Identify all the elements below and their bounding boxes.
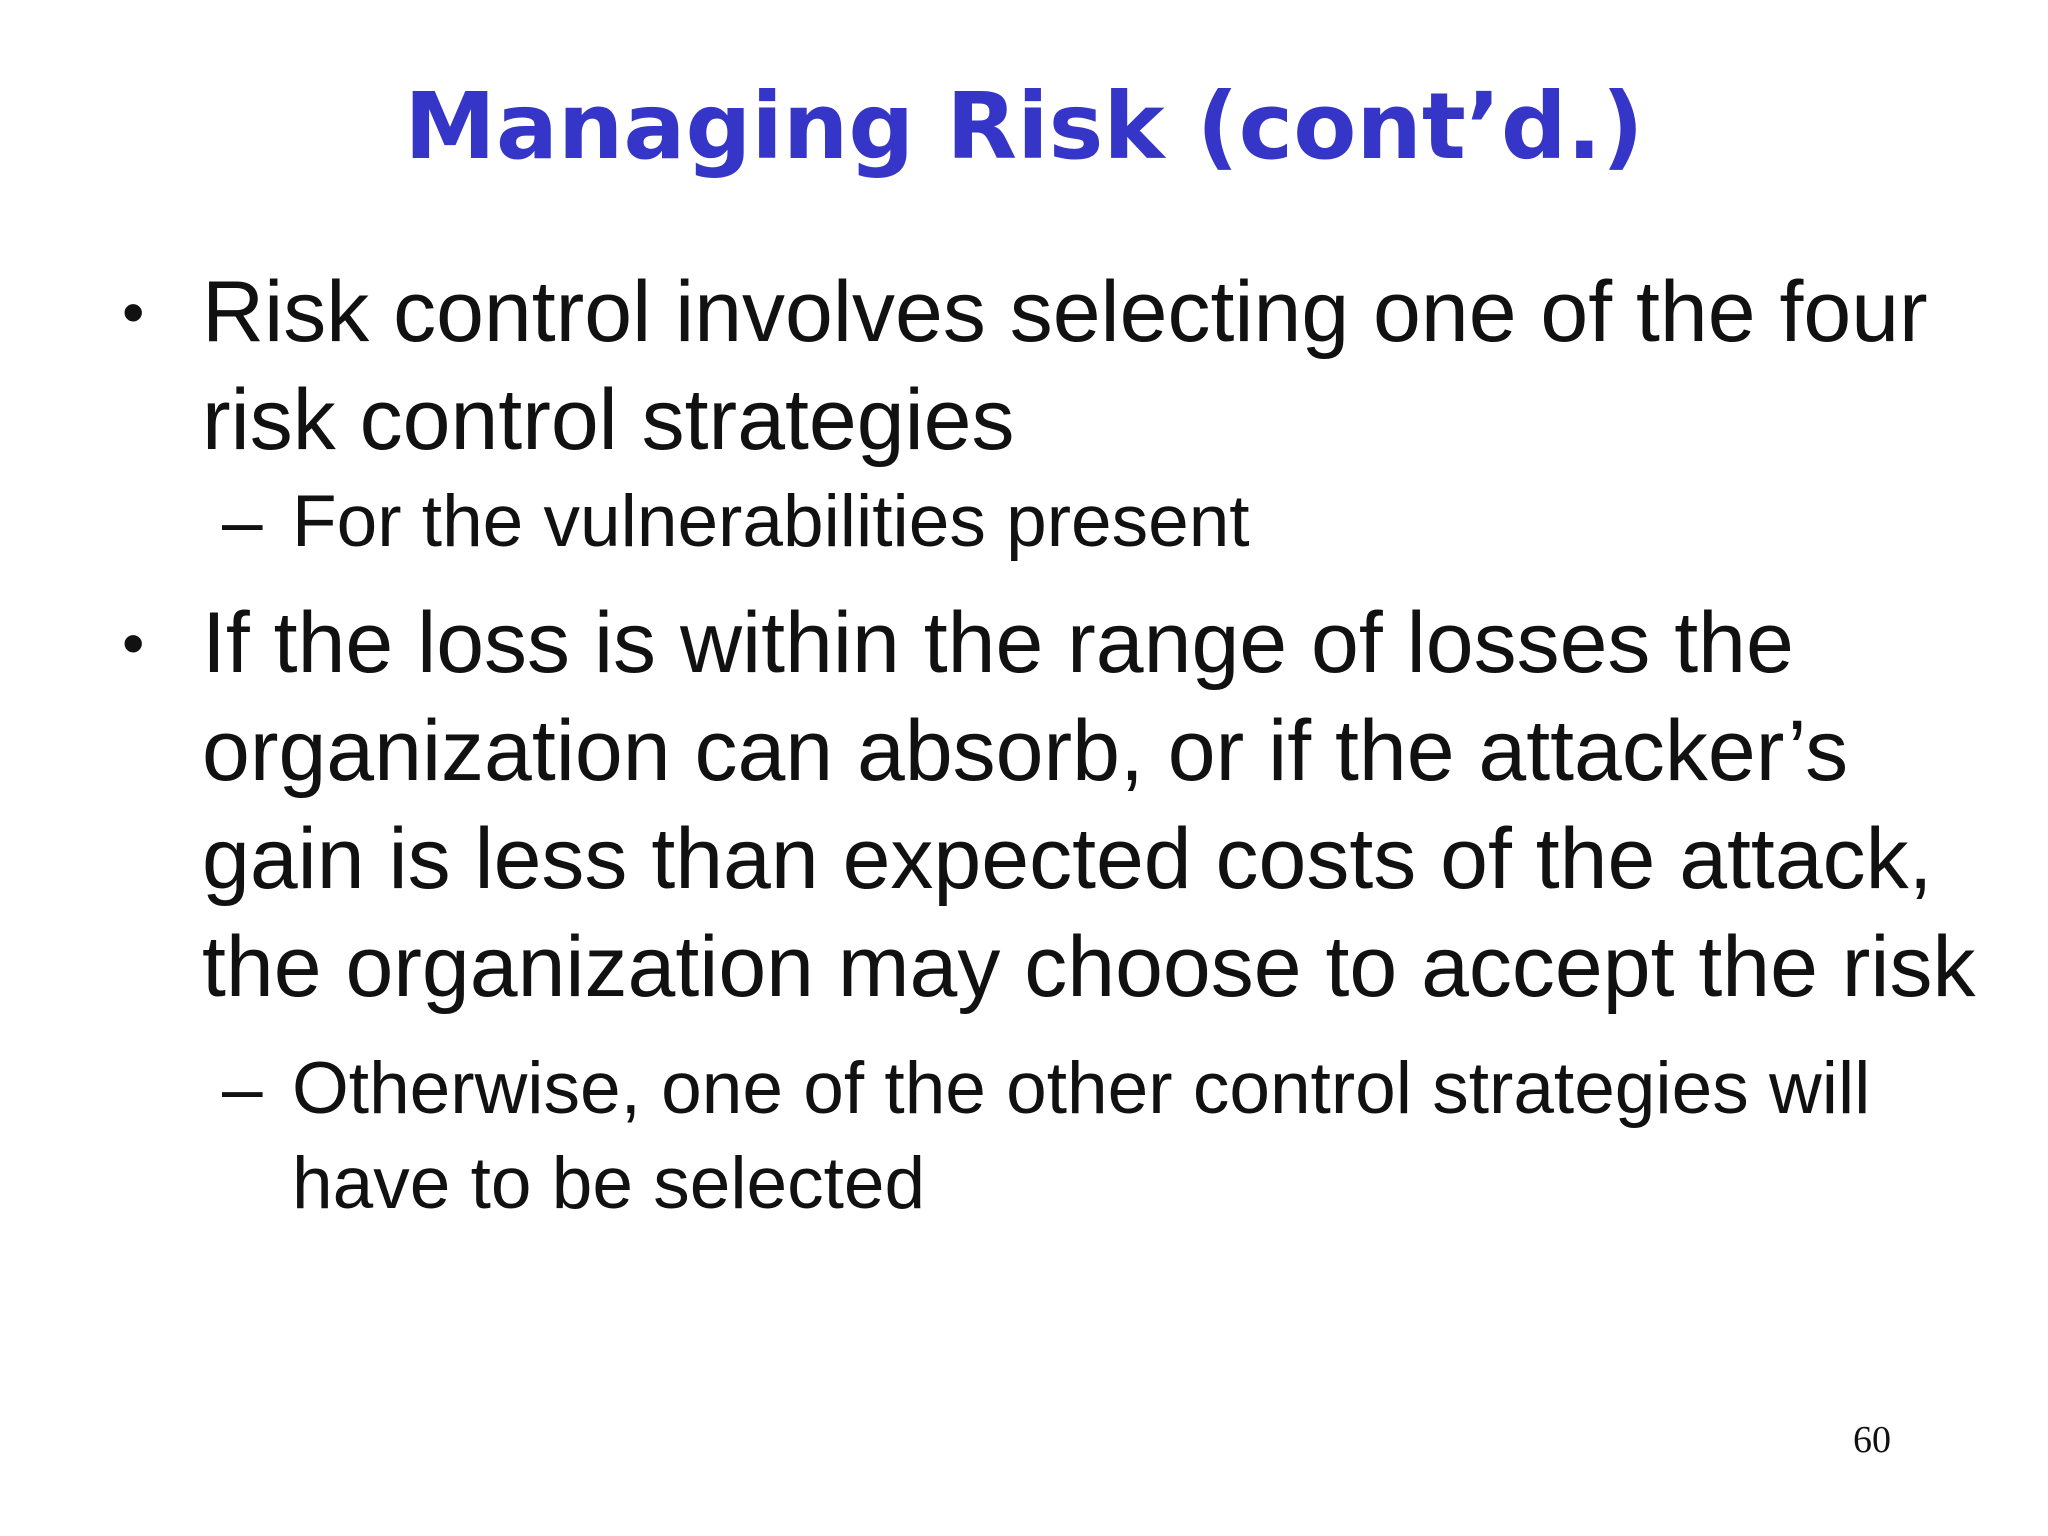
page-number: 60 xyxy=(1853,1419,1891,1461)
bullet-item-1 xyxy=(120,258,1980,474)
sub-bullet-text-2: Otherwise, one of the other control strategies will have to be selected xyxy=(292,1048,1871,1224)
dash-icon: – xyxy=(222,481,263,562)
bullet-item-2 xyxy=(120,589,1980,1021)
sub-bullet-item-2 xyxy=(120,1041,1980,1231)
slide-title: Managing Risk (cont’d.) xyxy=(404,73,1644,180)
bullet-text-2: If the loss is within the range of losses the organization can absorb, or if the attacker’s gain is less than expected costs of the attack, the organization may choose to accept the risk xyxy=(202,595,1976,1015)
dash-icon: – xyxy=(222,1048,263,1129)
bullet-point-icon: • xyxy=(122,276,145,348)
slide-body xyxy=(120,258,1980,1231)
bullet-text-1: Risk control involves selecting one of the four risk control strategies xyxy=(202,264,1928,468)
sub-bullet-item-1 xyxy=(120,474,1980,569)
bullet-point-icon: • xyxy=(122,607,145,679)
sub-bullet-text-1: For the vulnerabilities present xyxy=(292,481,1250,562)
